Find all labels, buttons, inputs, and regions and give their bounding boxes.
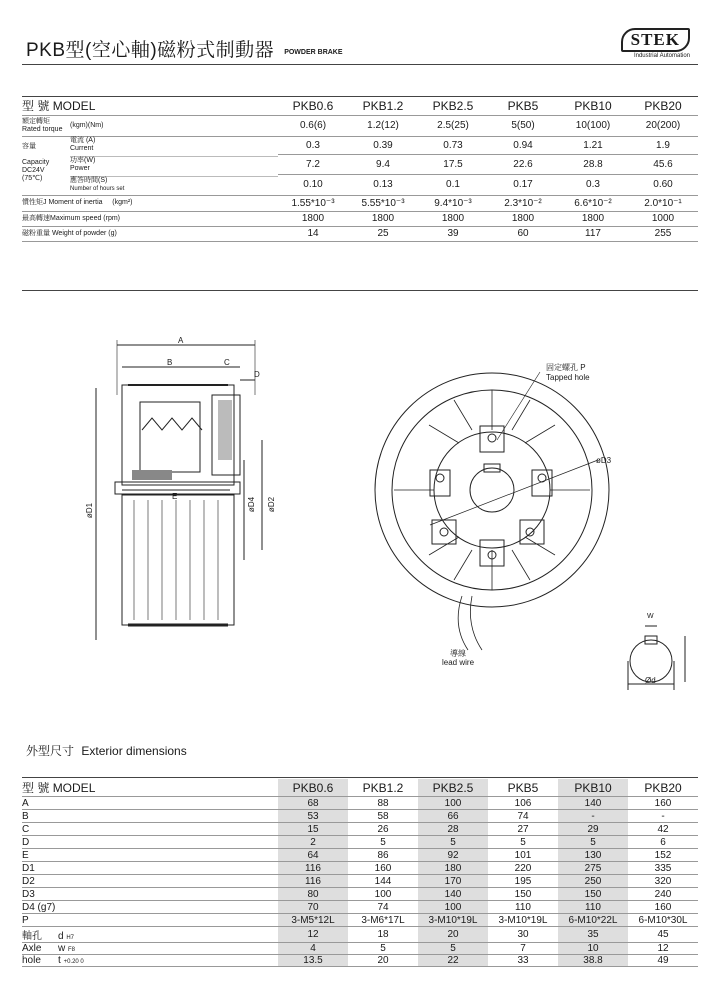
exterior-row-label: D3	[22, 888, 278, 901]
time-label-cn: 應答時間(S)	[70, 176, 108, 184]
header-rule	[22, 64, 698, 65]
spec-torque-row	[22, 115, 698, 136]
powder-label-cn: 磁粉重量	[22, 229, 50, 237]
time-cell: 0.17	[488, 175, 558, 195]
axle-row-d	[22, 927, 698, 943]
exterior-cell: 320	[628, 875, 698, 888]
power-label-cn: 功率(W)	[70, 156, 96, 164]
current-cell: 0.94	[488, 136, 558, 154]
spec-model-cell: PKB1.2	[348, 97, 418, 115]
current-label-cn: 電流 (A)	[70, 136, 96, 144]
inertia-cell: 2.3*10⁻²	[488, 195, 558, 211]
exterior-cell: 29	[558, 823, 628, 836]
spec-current-row	[22, 136, 698, 154]
exterior-cell: 68	[278, 797, 348, 810]
powder-cell: 25	[348, 226, 418, 241]
tapped-hole-en: Tapped hole	[546, 373, 590, 382]
axle-d-cell: 18	[348, 927, 418, 943]
time-cell: 0.13	[348, 175, 418, 195]
exterior-cell: 160	[628, 797, 698, 810]
current-label-en: Current	[70, 144, 94, 152]
exterior-cell: 88	[348, 797, 418, 810]
torque-cell: 2.5(25)	[418, 115, 488, 136]
exterior-row-label: D	[22, 836, 278, 849]
powder-cell: 117	[558, 226, 628, 241]
inertia-cell: 1.55*10⁻³	[278, 195, 348, 211]
power-cell: 28.8	[558, 154, 628, 174]
axle-sub-t: +0.20 0	[63, 959, 84, 965]
lead-wire-cn: 導線	[450, 649, 466, 658]
ext-model-cell: PKB10	[558, 779, 628, 797]
power-cell: 17.5	[418, 154, 488, 174]
axle-d-cell: 45	[628, 927, 698, 943]
axle-label-en2: hole	[22, 955, 41, 966]
exterior-cell: 100	[418, 901, 488, 914]
speed-label-en: Maximum speed (rpm)	[50, 214, 121, 222]
exterior-cell: 180	[418, 862, 488, 875]
page-subtitle: POWDER BRAKE	[284, 49, 343, 56]
lead-wire-label	[442, 649, 474, 667]
torque-cell: 0.6(6)	[278, 115, 348, 136]
exterior-cell: 5	[488, 836, 558, 849]
capacity-label-cn: 容量	[22, 142, 36, 150]
current-cell: 1.9	[628, 136, 698, 154]
spec-model-label-cn: 型 號	[22, 99, 50, 114]
axle-sub-w: F8	[68, 947, 76, 953]
exterior-cell: 86	[348, 849, 418, 862]
exterior-cell: 140	[418, 888, 488, 901]
exterior-row-label: D4 (g7)	[22, 901, 278, 914]
powder-cell: 39	[418, 226, 488, 241]
axle-label-en1: Axle	[22, 943, 42, 954]
exterior-cell: 3-M10*19L	[488, 914, 558, 927]
torque-cell: 1.2(12)	[348, 115, 418, 136]
exterior-model-row	[22, 779, 698, 797]
inertia-cell: 5.55*10⁻³	[348, 195, 418, 211]
spec-model-cell: PKB0.6	[278, 97, 348, 115]
capacity-temp: (75℃)	[22, 174, 43, 182]
exterior-row	[22, 914, 698, 927]
axle-t-cell: 33	[488, 955, 558, 967]
current-cell: 0.73	[418, 136, 488, 154]
capacity-voltage: DC24V	[22, 166, 45, 174]
time-cell: 0.10	[278, 175, 348, 195]
page-header	[26, 32, 343, 62]
exterior-cell: 66	[418, 810, 488, 823]
powder-cell: 60	[488, 226, 558, 241]
exterior-cell: 101	[488, 849, 558, 862]
exterior-cell: 6	[628, 836, 698, 849]
speed-cell: 1800	[418, 211, 488, 226]
exterior-row-label: E	[22, 849, 278, 862]
time-cell: 0.3	[558, 175, 628, 195]
axle-t-cell: 38.8	[558, 955, 628, 967]
power-cell: 22.6	[488, 154, 558, 174]
exterior-cell: 150	[558, 888, 628, 901]
dim-label-a: A	[178, 336, 184, 345]
spec-model-cell: PKB20	[628, 97, 698, 115]
inertia-unit: (kgm²)	[112, 199, 133, 206]
exterior-row	[22, 836, 698, 849]
ext-model-label-en: MODEL	[52, 781, 96, 795]
dim-label-e: E	[172, 492, 178, 501]
axle-d-cell: 12	[278, 927, 348, 943]
dim-label-d1: øD1	[85, 502, 95, 519]
powder-cell: 14	[278, 226, 348, 241]
inertia-cell: 6.6*10⁻²	[558, 195, 628, 211]
exterior-cell: 220	[488, 862, 558, 875]
exterior-row	[22, 862, 698, 875]
exterior-cell: 26	[348, 823, 418, 836]
lead-wire-en: lead wire	[442, 658, 475, 667]
exterior-section-title	[26, 742, 187, 759]
spec-inertia-row	[22, 195, 698, 211]
exterior-cell: 58	[348, 810, 418, 823]
exterior-cell: 2	[278, 836, 348, 849]
tapped-hole-cn: 固定螺孔 P	[546, 363, 586, 372]
axle-t-cell: 22	[418, 955, 488, 967]
exterior-cell: 3-M5*12L	[278, 914, 348, 927]
exterior-cell: 5	[418, 836, 488, 849]
ext-model-cell: PKB0.6	[278, 779, 348, 797]
exterior-row-label: C	[22, 823, 278, 836]
axle-row-t	[22, 955, 698, 967]
exterior-cell: 116	[278, 875, 348, 888]
shaft-detail	[628, 626, 685, 690]
exterior-cell: 130	[558, 849, 628, 862]
exterior-cell: -	[628, 810, 698, 823]
time-cell: 0.60	[628, 175, 698, 195]
exterior-cell: 106	[488, 797, 558, 810]
ext-model-cell: PKB1.2	[348, 779, 418, 797]
spec-powder-row	[22, 226, 698, 241]
exterior-cell: 42	[628, 823, 698, 836]
exterior-cell: 15	[278, 823, 348, 836]
axle-label-cn: 軸孔	[22, 931, 42, 942]
exterior-row-label: A	[22, 797, 278, 810]
capacity-label-en: Capacity	[22, 158, 50, 166]
axle-w-cell: 5	[418, 943, 488, 955]
exterior-cell: 275	[558, 862, 628, 875]
inertia-label-cn: 慣性矩J	[22, 199, 47, 206]
spec-model-cell: PKB10	[558, 97, 628, 115]
ext-model-cell: PKB5	[488, 779, 558, 797]
exterior-cell: 6-M10*22L	[558, 914, 628, 927]
exterior-row	[22, 849, 698, 862]
ext-model-label-cn: 型 號	[22, 781, 50, 795]
exterior-cell: 80	[278, 888, 348, 901]
exterior-cell: 170	[418, 875, 488, 888]
torque-unit: (kgm)(Nm)	[70, 121, 104, 129]
axle-w-cell: 12	[628, 943, 698, 955]
exterior-cell: 5	[348, 836, 418, 849]
axle-w-cell: 5	[348, 943, 418, 955]
axle-sym-d: d	[58, 931, 64, 942]
exterior-row	[22, 901, 698, 914]
exterior-cell: 160	[348, 862, 418, 875]
torque-cell: 5(50)	[488, 115, 558, 136]
exterior-row-label: B	[22, 810, 278, 823]
tapped-hole-label	[546, 363, 590, 383]
axle-w-cell: 4	[278, 943, 348, 955]
dim-label-d3: øD3	[596, 456, 612, 465]
power-cell: 45.6	[628, 154, 698, 174]
exterior-cell: 110	[488, 901, 558, 914]
exterior-cell: 195	[488, 875, 558, 888]
exterior-cell: -	[558, 810, 628, 823]
dim-label-od: Ød	[645, 676, 656, 685]
exterior-row-label: P	[22, 914, 278, 927]
ext-model-cell: PKB20	[628, 779, 698, 797]
exterior-cell: 100	[418, 797, 488, 810]
exterior-cell: 140	[558, 797, 628, 810]
inertia-cell: 2.0*10⁻¹	[628, 195, 698, 211]
exterior-cell: 92	[418, 849, 488, 862]
exterior-cell: 240	[628, 888, 698, 901]
speed-cell: 1800	[488, 211, 558, 226]
power-label-en: Power	[70, 164, 90, 172]
time-cell: 0.1	[418, 175, 488, 195]
spec-speed-row	[22, 211, 698, 226]
power-cell: 9.4	[348, 154, 418, 174]
axle-d-cell: 20	[418, 927, 488, 943]
exterior-row-label: D2	[22, 875, 278, 888]
time-label-en: Number of hours set	[70, 185, 125, 192]
exterior-row	[22, 888, 698, 901]
dim-label-b: B	[167, 358, 173, 367]
powder-cell: 255	[628, 226, 698, 241]
dim-label-d: D	[254, 370, 260, 379]
dim-label-c: C	[224, 358, 230, 367]
power-cell: 7.2	[278, 154, 348, 174]
dim-label-w: W	[647, 613, 654, 620]
exterior-cell: 250	[558, 875, 628, 888]
exterior-row	[22, 797, 698, 810]
exterior-cell: 3-M10*19L	[418, 914, 488, 927]
exterior-cell: 74	[348, 901, 418, 914]
speed-cell: 1800	[558, 211, 628, 226]
exterior-row	[22, 810, 698, 823]
exterior-row-label: D1	[22, 862, 278, 875]
logo-subtext: Industrial Automation	[633, 53, 690, 59]
exterior-cell: 70	[278, 901, 348, 914]
axle-t-cell: 13.5	[278, 955, 348, 967]
axle-d-cell: 30	[488, 927, 558, 943]
exterior-row	[22, 875, 698, 888]
current-cell: 0.39	[348, 136, 418, 154]
exterior-cell: 116	[278, 862, 348, 875]
current-cell: 0.3	[278, 136, 348, 154]
dim-label-d4: øD4	[247, 496, 257, 513]
side-view	[96, 340, 262, 640]
axle-t-cell: 20	[348, 955, 418, 967]
axle-d-cell: 35	[558, 927, 628, 943]
exterior-cell: 5	[558, 836, 628, 849]
exterior-cell: 28	[418, 823, 488, 836]
ext-model-cell: PKB2.5	[418, 779, 488, 797]
spec-model-label-en: MODEL	[52, 99, 96, 114]
spec-model-row	[22, 97, 698, 115]
speed-cell: 1800	[348, 211, 418, 226]
torque-cell: 10(100)	[558, 115, 628, 136]
spec-table	[22, 97, 698, 242]
front-view	[375, 372, 612, 650]
exterior-cell: 74	[488, 810, 558, 823]
axle-sym-w: w	[58, 943, 66, 954]
current-cell: 1.21	[558, 136, 628, 154]
exterior-cell: 160	[628, 901, 698, 914]
exterior-cell: 335	[628, 862, 698, 875]
exterior-top-rule	[22, 777, 698, 778]
exterior-cell: 144	[348, 875, 418, 888]
speed-cell: 1800	[278, 211, 348, 226]
inertia-label-en: Moment of inertia	[48, 199, 103, 206]
axle-row-w	[22, 943, 698, 955]
exterior-title-cn: 外型尺寸	[26, 744, 75, 758]
torque-label-en: Rated torque	[22, 125, 63, 133]
exterior-cell: 64	[278, 849, 348, 862]
exterior-cell: 27	[488, 823, 558, 836]
exterior-cell: 53	[278, 810, 348, 823]
exterior-table	[22, 779, 698, 967]
axle-w-cell: 10	[558, 943, 628, 955]
spec-model-cell: PKB2.5	[418, 97, 488, 115]
axle-w-cell: 7	[488, 943, 558, 955]
section-rule	[22, 290, 698, 291]
dim-label-d2: øD2	[267, 496, 277, 513]
axle-t-cell: 49	[628, 955, 698, 967]
exterior-cell: 6-M10*30L	[628, 914, 698, 927]
page-title: PKB型(空心軸)磁粉式制動器	[26, 40, 275, 61]
speed-cell: 1000	[628, 211, 698, 226]
speed-label-cn: 最高轉速	[22, 214, 50, 222]
exterior-cell: 152	[628, 849, 698, 862]
logo-text: STEK	[621, 28, 690, 52]
torque-label-cn: 額定轉矩	[22, 117, 50, 125]
inertia-cell: 9.4*10⁻³	[418, 195, 488, 211]
exterior-cell: 150	[488, 888, 558, 901]
spec-model-cell: PKB5	[488, 97, 558, 115]
exterior-cell: 110	[558, 901, 628, 914]
torque-cell: 20(200)	[628, 115, 698, 136]
axle-sym-t: t	[58, 955, 61, 966]
exterior-cell: 100	[348, 888, 418, 901]
exterior-cell: 3-M6*17L	[348, 914, 418, 927]
brand-logo	[621, 28, 690, 59]
exterior-title-en: Exterior dimensions	[81, 744, 187, 758]
powder-label-en: Weight of powder (g)	[51, 229, 117, 237]
exterior-row	[22, 823, 698, 836]
axle-sub-d: H7	[66, 935, 75, 941]
